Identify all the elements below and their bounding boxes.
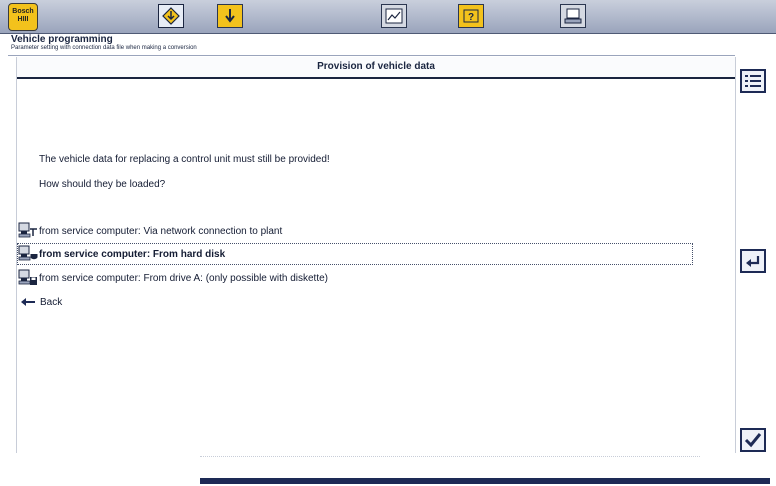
download-tab[interactable]	[217, 4, 243, 28]
info-message: The vehicle data for replacing a control unit must still be provided!	[39, 154, 330, 165]
network-computer-icon	[18, 222, 38, 240]
option-diskette[interactable]	[18, 268, 692, 288]
content-frame-right	[735, 57, 736, 453]
graph-tab[interactable]	[381, 4, 407, 28]
computer-tab[interactable]	[560, 4, 586, 28]
svg-text:?: ?	[467, 12, 475, 23]
arrow-left-icon	[21, 298, 35, 306]
return-button[interactable]	[740, 249, 766, 273]
header-divider	[8, 55, 735, 56]
confirm-button[interactable]	[740, 428, 766, 452]
checkmark-icon	[744, 432, 762, 448]
vehicle-programming-tab[interactable]	[158, 4, 184, 28]
logo-text: Bosch HIII	[12, 8, 34, 23]
list-icon	[744, 73, 762, 89]
option-hard-disk[interactable]	[18, 244, 692, 264]
diamond-arrow-icon	[162, 7, 180, 25]
return-arrow-icon	[744, 253, 762, 269]
option-network[interactable]	[18, 221, 692, 241]
page-title: Vehicle programming	[11, 34, 113, 45]
graph-icon	[385, 8, 403, 24]
section-divider	[17, 77, 735, 79]
content-frame-left	[16, 57, 17, 453]
option-hard-disk-label: from service computer: From hard disk	[39, 248, 226, 260]
option-diskette-label: from service computer: From drive A: (only possible with diskette)	[39, 272, 328, 284]
bottom-dotted-divider	[200, 456, 700, 457]
help-tab[interactable]	[458, 4, 484, 28]
bosch-logo	[8, 3, 38, 31]
section-title: Provision of vehicle data	[17, 57, 735, 77]
question-text: How should they be loaded?	[39, 179, 166, 190]
computer-icon	[564, 8, 582, 24]
top-toolbar	[0, 0, 776, 34]
page-subtitle: Parameter setting with connection data file when making a conversion	[11, 45, 197, 51]
help-icon	[462, 8, 480, 24]
option-network-label: from service computer: Via network connection to plant	[39, 225, 283, 237]
diskette-computer-icon	[18, 269, 38, 287]
list-button[interactable]	[740, 69, 766, 93]
back-label: Back	[40, 296, 63, 308]
back-button[interactable]	[21, 294, 62, 310]
arrow-down-icon	[223, 7, 237, 25]
bottom-status-bar	[200, 478, 770, 484]
hard-disk-computer-icon	[18, 245, 38, 263]
